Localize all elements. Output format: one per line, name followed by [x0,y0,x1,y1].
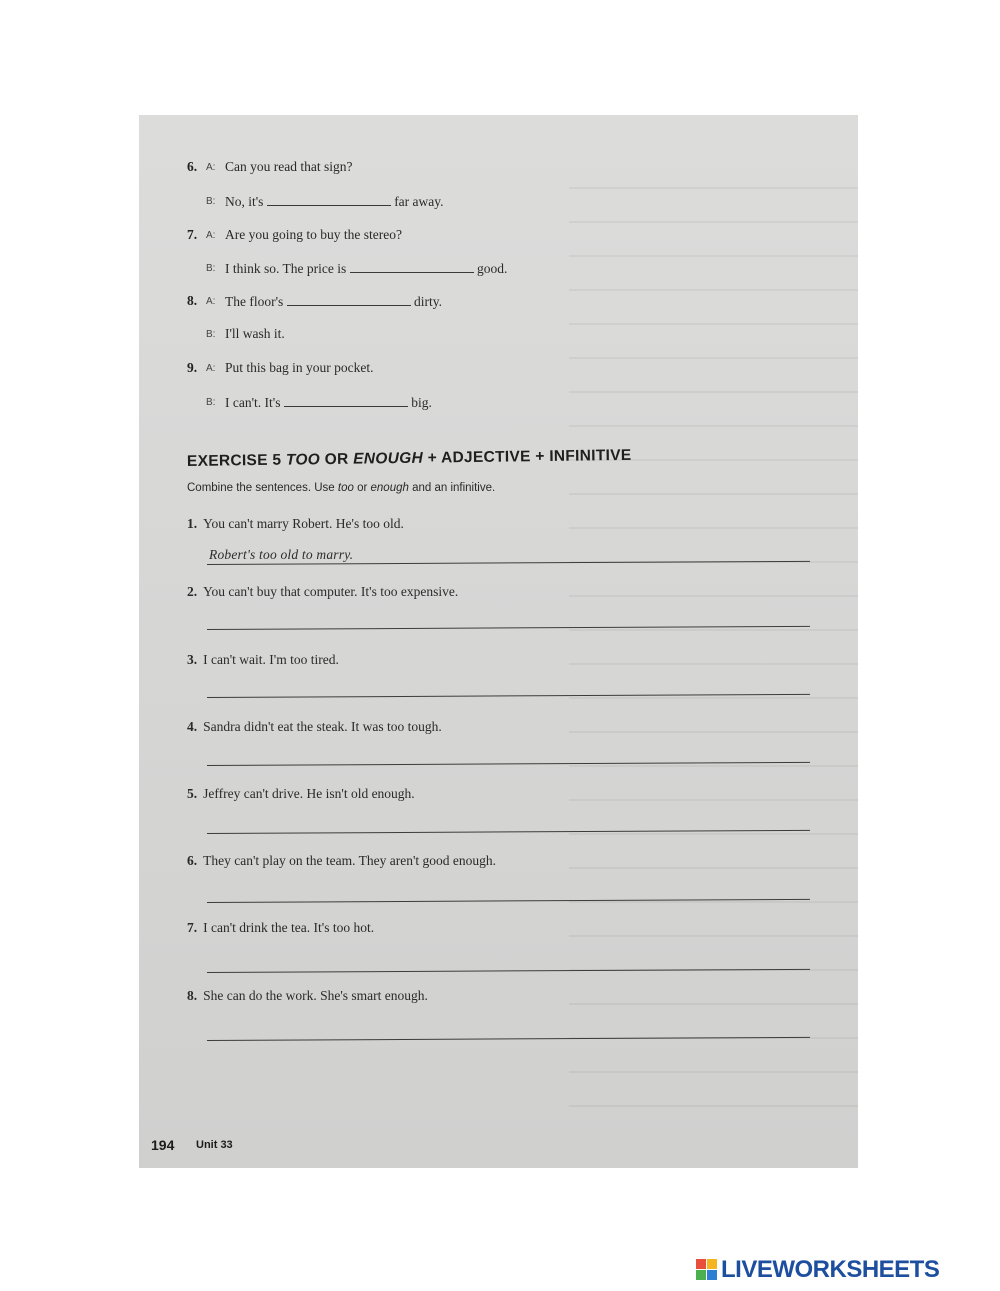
question-text: I can't wait. I'm too tired. [203,652,339,667]
dialogue-text: dirty. [414,294,443,309]
instruction-too: too [337,482,354,494]
question-number: 5. [187,786,198,801]
answer-blank[interactable] [287,293,411,306]
speaker-label: B: [206,196,216,207]
instruction-text: Combine the sentences. Use [187,482,335,494]
question-text: I can't drink the tea. It's too hot. [203,920,375,935]
question-number: 7. [187,920,198,935]
question-item [187,652,339,668]
dialogue-line [225,394,432,411]
dialogue-number: 6. [187,159,198,174]
liveworksheets-brand [696,1256,939,1284]
dialogue-text: big. [411,395,432,410]
speaker-label: A: [206,363,216,374]
exercise-title-enough: ENOUGH [353,449,424,468]
exercise-title-or: OR [324,450,349,469]
question-number: 4. [187,719,198,734]
unit-label: Unit 33 [196,1139,233,1151]
question-item [187,516,404,532]
dialogue-text: No, it's [225,194,264,209]
question-number: 3. [187,652,198,667]
speaker-label: B: [206,397,216,408]
dialogue-line: I'll wash it. [225,326,285,341]
question-item [187,786,415,802]
dialogue-number: 7. [187,227,198,242]
question-number: 6. [187,853,198,868]
question-text: They can't play on the team. They aren't good enough. [203,853,497,868]
brand-text: LIVEWORKSHEETS [721,1256,940,1283]
dialogue-text: I can't. It's [225,395,281,410]
instruction-enough: enough [370,482,409,494]
question-item [187,853,496,869]
dialogue-line [225,293,442,310]
question-text: You can't buy that computer. It's too expensive. [203,584,459,599]
dialogue-text: far away. [394,194,444,209]
dialogue-line [225,260,507,277]
exercise-title [187,447,632,471]
answer-blank[interactable] [350,260,474,273]
question-item [187,988,428,1004]
dialogue-line: Put this bag in your pocket. [225,360,374,375]
speaker-label: B: [206,329,216,340]
speaker-label: A: [206,162,216,173]
dialogue-line: Are you going to buy the stereo? [225,227,402,242]
worksheet-page [139,115,858,1168]
question-item [187,920,374,936]
question-text: You can't marry Robert. He's too old. [203,516,404,531]
dialogue-line [225,193,444,210]
instruction-text: and an infinitive. [412,482,496,494]
question-number: 2. [187,584,198,599]
question-number: 8. [187,988,198,1003]
question-text: Jeffrey can't drive. He isn't old enough. [203,786,415,801]
exercise-title-too: TOO [285,451,321,469]
dialogue-text: The floor's [225,294,284,309]
liveworksheets-logo-icon [696,1259,718,1281]
exercise-instructions [187,482,495,494]
exercise-title-suffix: + ADJECTIVE + INFINITIVE [427,446,632,467]
example-answer: Robert's too old to marry. [209,547,354,562]
dialogue-text: good. [476,261,508,276]
page-number: 194 [151,1137,175,1153]
question-item [187,584,458,600]
dialogue-number: 8. [187,293,198,308]
dialogue-line: Can you read that sign? [225,159,353,174]
answer-blank[interactable] [284,394,408,407]
speaker-label: A: [206,296,216,307]
exercise-title-prefix: EXERCISE 5 [186,451,282,470]
question-number: 1. [187,516,198,531]
speaker-label: B: [206,263,216,274]
answer-blank[interactable] [267,193,391,206]
dialogue-number: 9. [187,360,198,375]
question-item [187,719,442,735]
dialogue-text: I think so. The price is [225,261,347,276]
speaker-label: A: [206,230,216,241]
question-text: She can do the work. She's smart enough. [203,988,428,1003]
question-text: Sandra didn't eat the steak. It was too tough. [203,719,442,734]
bleed-through-texture [569,155,858,1135]
instruction-or: or [357,482,368,494]
